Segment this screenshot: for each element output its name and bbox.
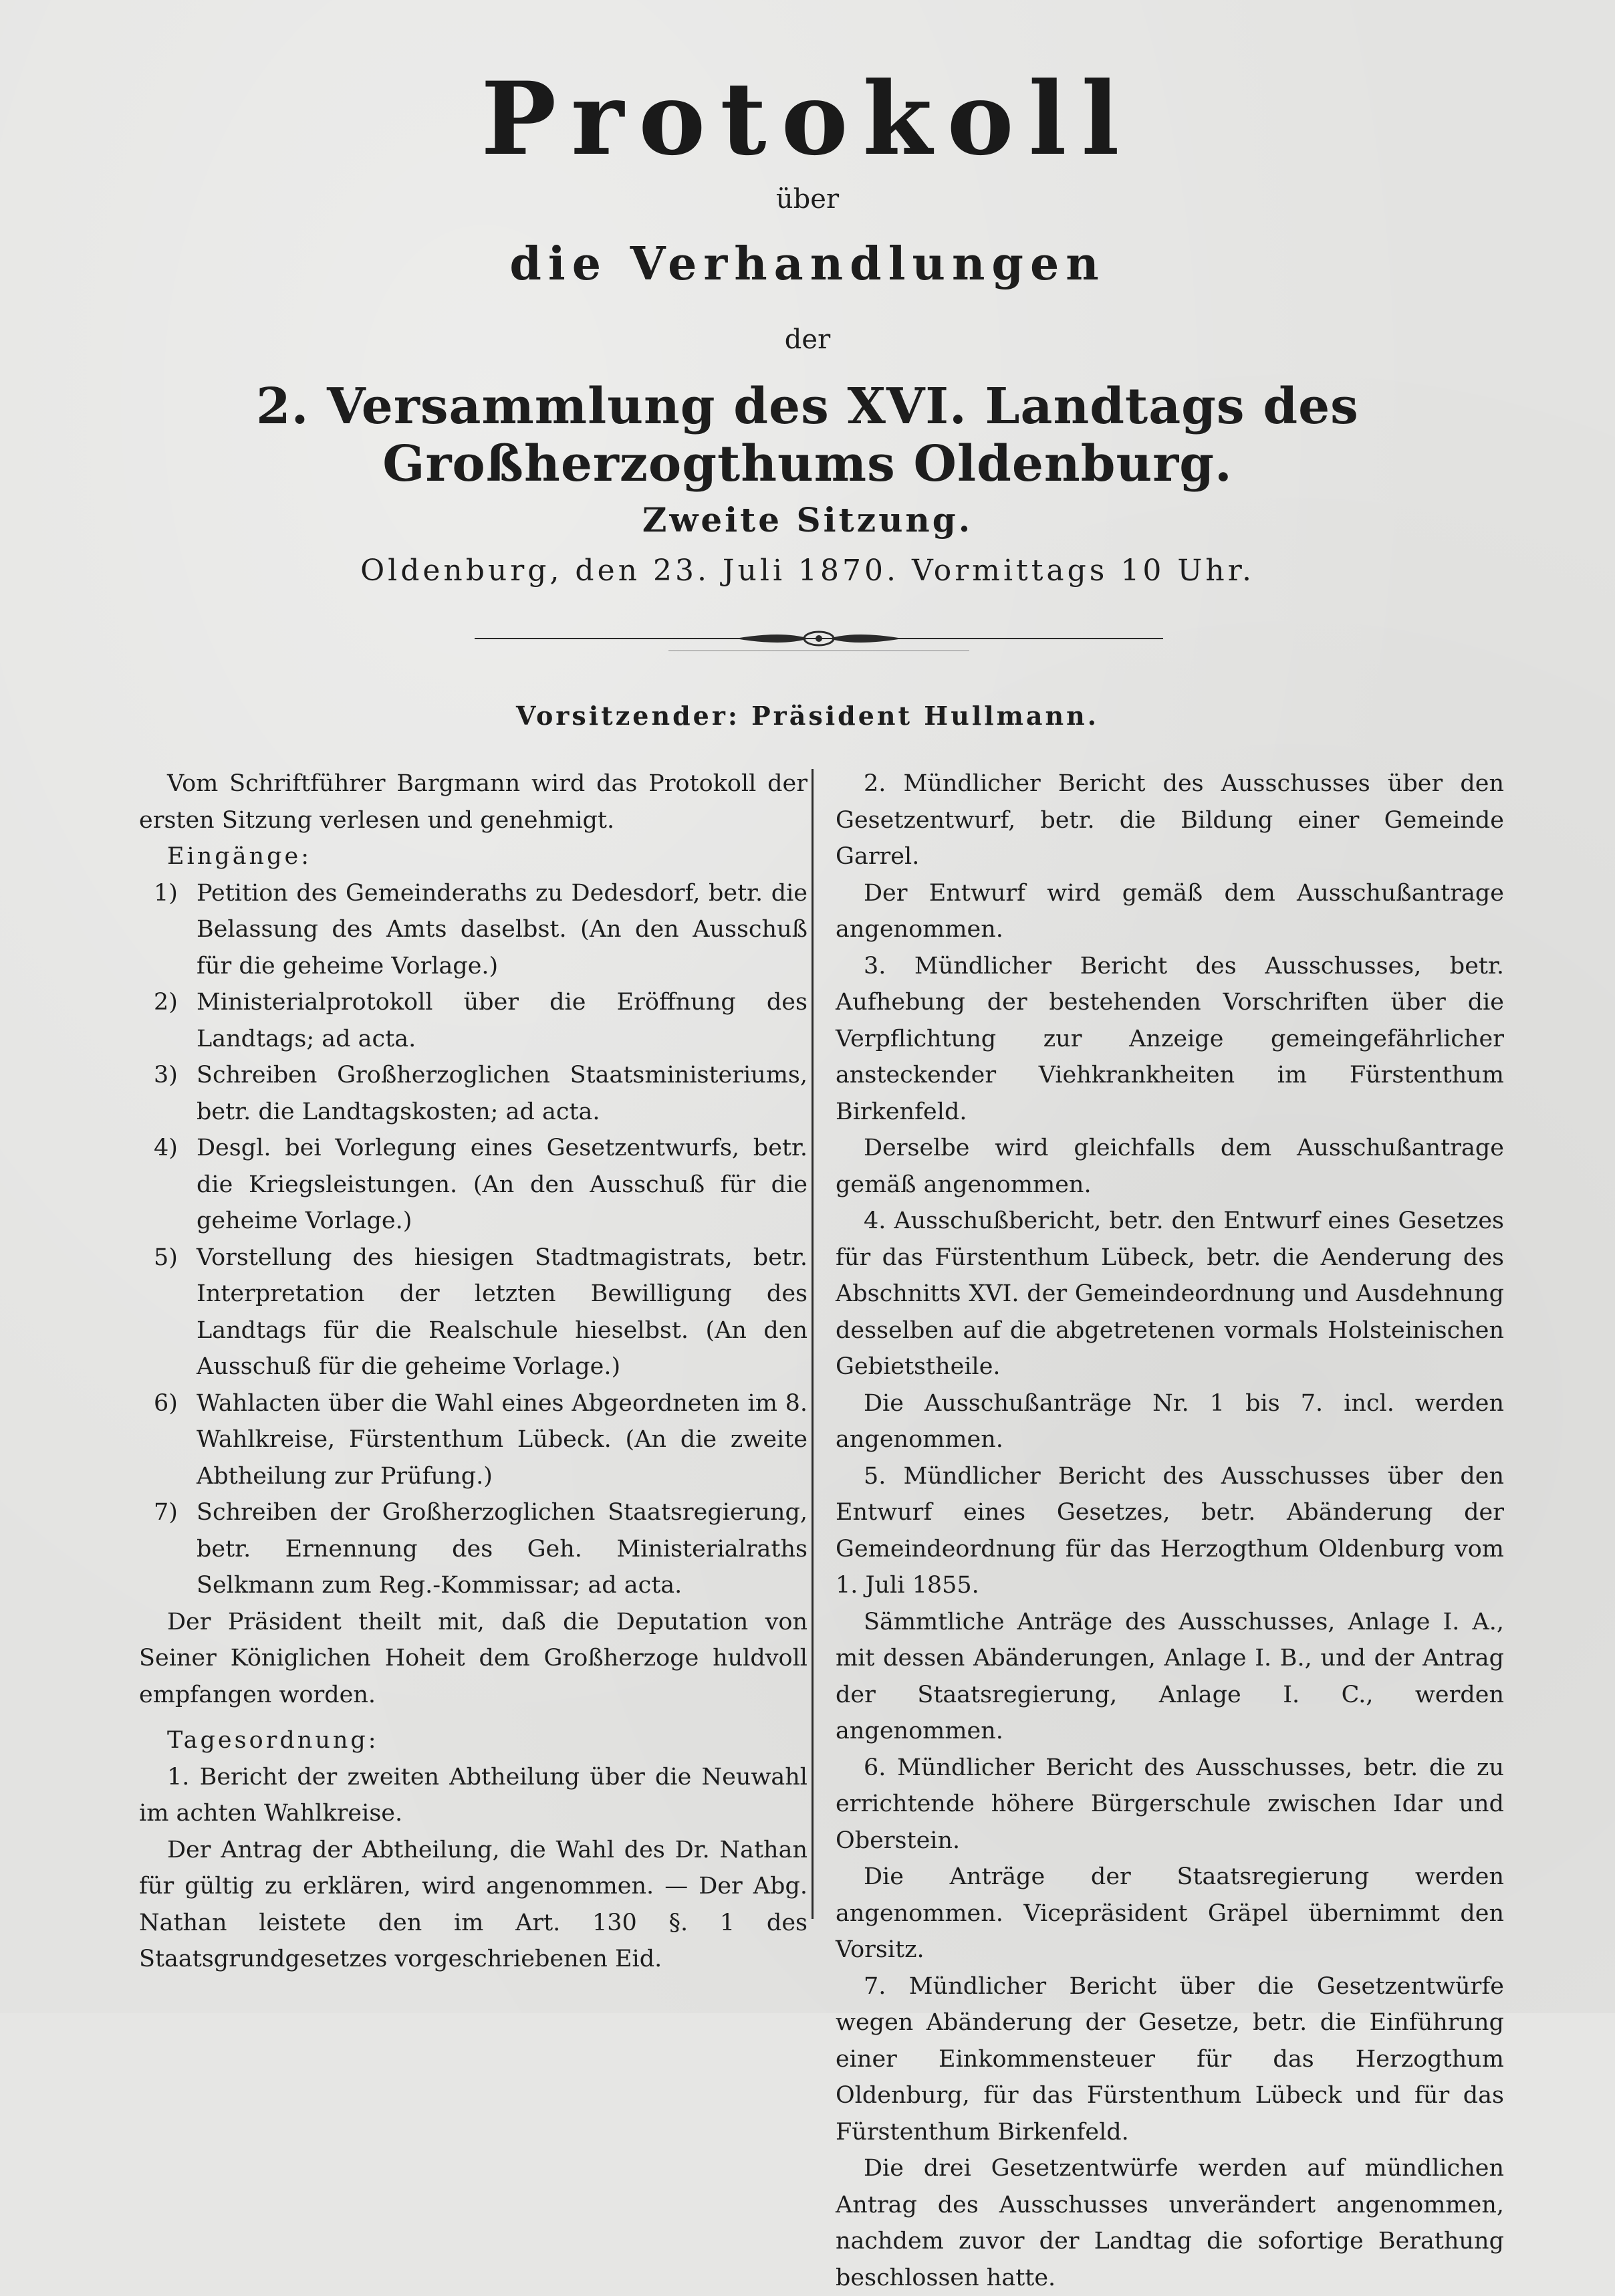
eingang-item <box>139 1385 808 1495</box>
right-paragraph: Die Ausschußanträge Nr. 1 bis 7. incl. werden angenommen. <box>836 1389 1504 1453</box>
title-ueber: über <box>775 184 840 215</box>
assembly-title: 2. Versammlung des XVI. Landtags des Großherzogthums Oldenburg. <box>256 378 1359 493</box>
right-paragraph: Die Anträge der Staatsregierung werden angenommen. Vicepräsident Gräpel übernimmt den Vorsitz. <box>836 1863 1504 1963</box>
chair-line: Vorsitzender: Präsident Hullmann. <box>515 701 1100 731</box>
eingang-number: 5) <box>154 1244 178 1271</box>
right-paragraph: Derselbe wird gleichfalls dem Ausschußantrage gemäß angenommen. <box>836 1135 1504 1198</box>
ornamental-divider <box>475 625 1163 652</box>
document-title: Protokoll <box>481 60 1134 178</box>
eingang-text: Wahlacten über die Wahl eines Abgeordneten im 8. Wahlkreise, Fürstenthum Lübeck. (An die zweite Abtheilung zur Prüfung.) <box>197 1389 808 1490</box>
eingang-number: 7) <box>154 1499 178 1526</box>
session-title: Zweite Sitzung. <box>642 500 973 540</box>
eingang-number: 3) <box>154 1062 178 1088</box>
eingang-item <box>139 1130 808 1240</box>
eingang-text: Desgl. bei Vorlegung eines Gesetzentwurfs, betr. die Kriegsleistungen. (An den Ausschuß für die geheime Vorlage.) <box>197 1135 808 1234</box>
eingang-text: Schreiben der Großherzoglichen Staatsregierung, betr. Ernennung des Geh. Ministerialraths Selkmann zum Reg.-Kommissar; ad acta. <box>197 1499 808 1599</box>
right-paragraph: Sämmtliche Anträge des Ausschusses, Anlage I. A., mit dessen Abänderungen, Anlage I. B., und der Antrag der Staatsregierung, Anlage I. C., werden angenommen. <box>836 1608 1504 1744</box>
eingang-text: Petition des Gemeinderaths zu Dedesdorf, betr. die Belassung des Amts daselbst. (An den Ausschuß für die geheime Vorlage.) <box>197 879 808 980</box>
right-column <box>836 766 1504 2296</box>
eingaenge-heading: Eingänge: <box>167 843 312 870</box>
right-paragraph: 5. Mündlicher Bericht des Ausschusses über den Entwurf eines Gesetzes, betr. Abänderung der Gemeindeordnung für das Herzogthum Oldenburg vom 1. Juli 1855. <box>836 1462 1504 1599</box>
right-paragraph: 2. Mündlicher Bericht des Ausschusses über den Gesetzentwurf, betr. die Bildung einer Gemeinde Garrel. <box>836 770 1504 870</box>
intro-paragraph: Vom Schriftführer Bargmann wird das Protokoll der ersten Sitzung verlesen und genehmigt. <box>139 770 808 834</box>
title-der: der <box>784 324 831 355</box>
eingang-number: 6) <box>154 1389 178 1417</box>
right-paragraph: 3. Mündlicher Bericht des Ausschusses, betr. Aufhebung der bestehenden Vorschriften über die Verpflichtung zur Anzeige gemeingefährlicher ansteckender Viehkrankheiten im Fürstenthum Birkenfeld. <box>836 952 1504 1125</box>
eingang-item <box>139 875 808 985</box>
eingang-item <box>139 1240 808 1385</box>
eingang-number: 4) <box>154 1135 178 1161</box>
eingang-item <box>139 1057 808 1130</box>
eingang-text: Ministerialprotokoll über die Eröffnung des Landtags; ad acta. <box>197 989 808 1052</box>
tagesordnung-heading: Tagesordnung: <box>167 1727 379 1754</box>
eingang-number: 1) <box>154 879 178 907</box>
eingang-number: 2) <box>154 989 178 1016</box>
eingaenge-list <box>139 875 808 1604</box>
eingang-item <box>139 1494 808 1604</box>
date-line: Oldenburg, den 23. Juli 1870. Vormittags 10 Uhr. <box>360 554 1255 588</box>
praesident-paragraph: Der Präsident theilt mit, daß die Deputation von Seiner Königlichen Hoheit dem Großherzoge huldvoll empfangen worden. <box>139 1608 808 1708</box>
right-paragraph: Der Entwurf wird gemäß dem Ausschußantrage angenommen. <box>836 879 1504 943</box>
eingang-text: Vorstellung des hiesigen Stadtmagistrats, betr. Interpretation der letzten Bewilligung des Landtags für die Realschule hieselbst. (An den Ausschuß für die geheime Vorlage.) <box>197 1244 808 1380</box>
eingang-text: Schreiben Großherzoglichen Staatsministeriums, betr. die Landtagskosten; ad acta. <box>197 1062 808 1125</box>
right-paragraph: Die drei Gesetzentwürfe werden auf mündlichen Antrag des Ausschusses unverändert angenommen, nachdem zuvor der Landtag die sofortige Berathung beschlossen hatte. <box>836 2155 1504 2291</box>
right-paragraph: 7. Mündlicher Bericht über die Gesetzentwürfe wegen Abänderung der Gesetze, betr. die Einführung einer Einkommensteuer für das Herzogthum Oldenburg, für das Fürstenthum Lübeck und für das Fürstenthum Birkenfeld. <box>836 1972 1504 2146</box>
right-paragraph: 6. Mündlicher Bericht des Ausschusses, betr. die zu errichtende höhere Bürgerschule zwischen Idar und Oberstein. <box>836 1754 1504 1854</box>
title-verhandlungen: die Verhandlungen <box>509 237 1106 291</box>
agenda-item-1-result: Der Antrag der Abtheilung, die Wahl des Dr. Nathan für gültig zu erklären, wird angenommen. — Der Abg. Nathan leistete den im Art. 130 §. 1 des Staatsgrundgesetzes vorgeschriebenen Eid. <box>139 1836 808 1972</box>
column-rule <box>812 769 814 1919</box>
left-column <box>139 766 808 1978</box>
agenda-item-1: 1. Bericht der zweiten Abtheilung über die Neuwahl im achten Wahlkreise. <box>139 1763 808 1827</box>
right-paragraph: 4. Ausschußbericht, betr. den Entwurf eines Gesetzes für das Fürstenthum Lübeck, betr. die Aenderung des Abschnitts XVI. der Gemeindeordnung und Ausdehnung desselben auf die abgetretenen vormals Holsteinischen Gebietstheile. <box>836 1208 1504 1380</box>
eingang-item <box>139 984 808 1057</box>
